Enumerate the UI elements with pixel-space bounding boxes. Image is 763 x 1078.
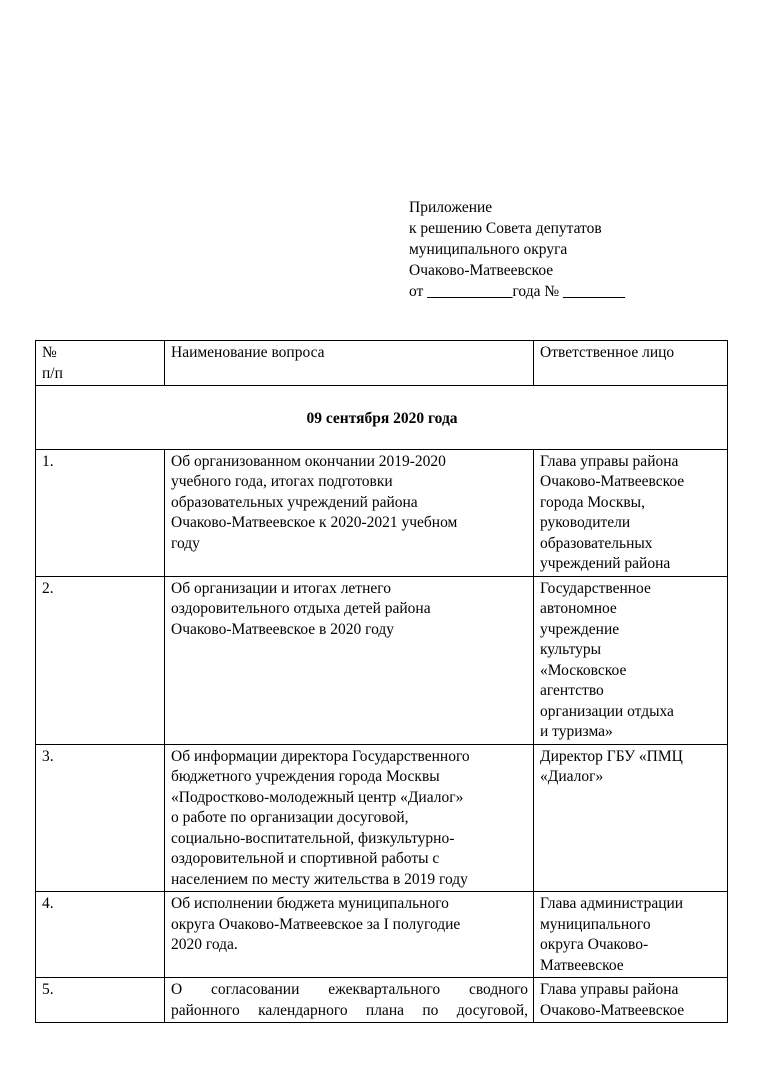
responsible-line: Глава администрации [540,895,684,912]
agenda-table [35,340,728,1023]
responsible-line: руководители [540,514,631,531]
row-question [165,449,534,576]
question-line: учебного года, итогах подготовки [171,473,393,490]
row-number: 4. [36,892,165,978]
row-number: 3. [36,744,165,892]
row-question [165,892,534,978]
appendix-line: Очаково-Матвеевское [409,262,554,279]
appendix-heading [409,197,625,302]
row-question [165,744,534,892]
date-prefix: от [409,283,428,300]
appendix-line: Приложение [409,199,493,216]
header-num: № п/п [36,341,165,386]
question-line: году [171,534,200,552]
responsible-line: Очаково-Матвеевское [540,473,685,490]
row-number: 2. [36,576,165,744]
table-row [36,449,728,576]
responsible-line: учреждение [540,620,620,638]
responsible-line: организации отдыха [540,702,674,720]
section-date-row [36,386,728,450]
responsible-line: Очаково-Матвеевское [540,1001,685,1019]
responsible-line: автономное [540,600,617,617]
header-person: Ответственное лицо [534,341,728,386]
responsible-line: образовательных [540,534,653,552]
agenda-rows [36,449,728,1023]
question-line: оздоровительного отдыха детей района [171,600,431,617]
date-middle: года № [512,283,564,300]
row-responsible [534,449,728,576]
question-line: Об организации и итогах летнего [171,579,391,597]
question-line: оздоровительной и спортивной работы с [171,850,440,867]
question-line: районного календарного плана по досуговой, [171,1001,528,1019]
question-line: социально-воспитательной, физкультурно- [171,829,455,847]
appendix-line: муниципального округа [409,241,568,258]
date-blank: ___________ [427,283,513,300]
appendix-date-line [409,281,625,302]
table-header-row [36,341,728,386]
table-row [36,744,728,892]
row-responsible [534,576,728,744]
responsible-line: Государственное [540,579,651,597]
header-name: Наименование вопроса [165,341,534,386]
question-line: «Подростково-молодежный центр «Диалог» [171,788,464,806]
responsible-line: культуры [540,641,602,658]
responsible-line: Глава управы района [540,452,679,470]
responsible-line: «Московское [540,661,627,679]
responsible-line: муниципального [540,915,651,933]
section-date: 09 сентября 2020 года [36,386,728,450]
number-blank: ________ [563,283,626,300]
responsible-line: и туризма» [540,723,613,740]
responsible-line: Директор ГБУ «ПМЦ [540,747,683,765]
row-responsible [534,744,728,892]
table-row [36,576,728,744]
question-line: округа Очаково-Матвеевское за I полугодие [171,915,461,933]
question-line: населением по месту жительства в 2019 году [171,870,468,888]
question-line: Очаково-Матвеевское в 2020 году [171,620,395,638]
question-line: 2020 года. [171,936,238,953]
table-row [36,892,728,978]
responsible-line: округа Очаково- [540,936,649,953]
table-row [36,978,728,1023]
question-line: О согласовании ежеквартального сводного [171,981,528,998]
responsible-line: учреждений района [540,555,671,572]
question-line: Об информации директора Государственного [171,747,470,765]
row-responsible [534,978,728,1023]
responsible-line: агентство [540,682,604,699]
question-line: Об исполнении бюджета муниципального [171,895,449,912]
row-number: 1. [36,449,165,576]
responsible-line: города Москвы, [540,493,645,511]
row-responsible [534,892,728,978]
responsible-line: Глава управы района [540,981,679,998]
responsible-line: «Диалог» [540,768,604,785]
row-number: 5. [36,978,165,1023]
question-line: о работе по организации досуговой, [171,809,409,826]
appendix-line: к решению Совета депутатов [409,220,602,237]
question-line: бюджетного учреждения города Москвы [171,768,440,785]
row-question [165,576,534,744]
responsible-line: Матвеевское [540,956,624,974]
question-line: образовательных учреждений района [171,493,418,511]
row-question [165,978,534,1023]
question-line: Очаково-Матвеевское к 2020-2021 учебном [171,514,458,531]
question-line: Об организованном окончании 2019-2020 [171,452,446,470]
